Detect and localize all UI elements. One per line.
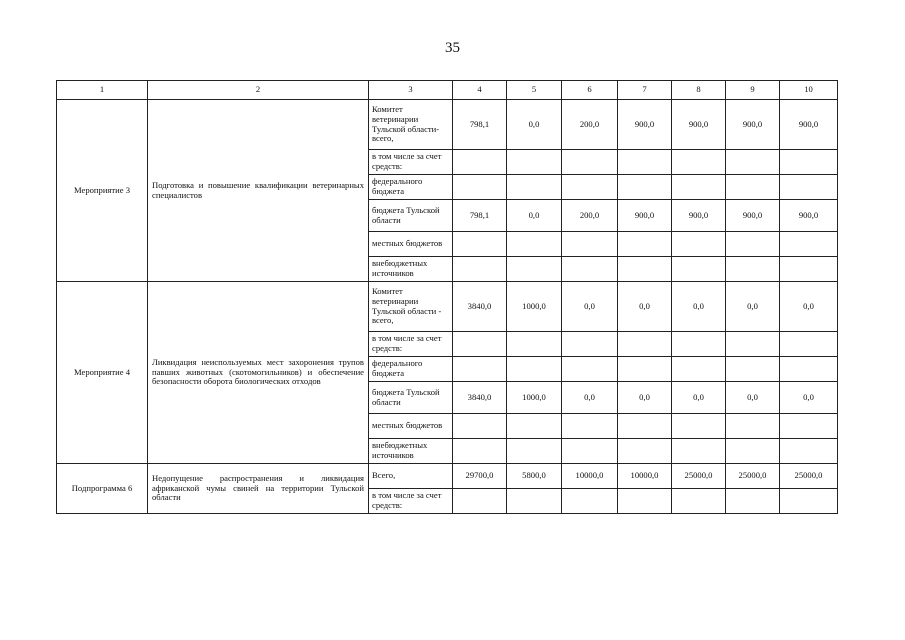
table-row <box>57 464 838 489</box>
value-cell <box>672 489 726 514</box>
value-cell <box>453 150 507 175</box>
funding-source: Всего, <box>369 464 453 489</box>
value-cell <box>672 257 726 282</box>
funding-source: в том числе за счет средств: <box>369 489 453 514</box>
header-cell: 3 <box>369 81 453 100</box>
value-cell <box>672 332 726 357</box>
value-cell <box>726 257 780 282</box>
funding-source: местных бюджетов <box>369 232 453 257</box>
value-cell <box>453 357 507 382</box>
value-cell: 0,0 <box>562 382 618 414</box>
funding-source: местных бюджетов <box>369 414 453 439</box>
value-cell: 0,0 <box>507 100 562 150</box>
header-cell: 6 <box>562 81 618 100</box>
funding-source: внебюджетных источников <box>369 439 453 464</box>
value-cell <box>507 150 562 175</box>
value-cell: 900,0 <box>672 200 726 232</box>
value-cell <box>780 150 838 175</box>
value-cell <box>562 232 618 257</box>
value-cell: 25000,0 <box>780 464 838 489</box>
value-cell <box>780 357 838 382</box>
value-cell <box>672 232 726 257</box>
value-cell <box>726 175 780 200</box>
value-cell <box>618 357 672 382</box>
value-cell <box>507 175 562 200</box>
header-cell: 5 <box>507 81 562 100</box>
value-cell: 0,0 <box>507 200 562 232</box>
value-cell: 0,0 <box>726 282 780 332</box>
value-cell <box>726 232 780 257</box>
funding-source: внебюджетных источников <box>369 257 453 282</box>
header-cell: 10 <box>780 81 838 100</box>
value-cell <box>780 232 838 257</box>
value-cell <box>780 439 838 464</box>
value-cell <box>726 357 780 382</box>
value-cell: 200,0 <box>562 200 618 232</box>
value-cell <box>562 175 618 200</box>
value-cell <box>562 150 618 175</box>
value-cell <box>726 150 780 175</box>
measure-description: Ликвидация неиспользуемых мест захоронения трупов павших животных (скотомогильников) и обеспечение безопасности оборота биологических отходов <box>148 282 369 464</box>
value-cell <box>562 357 618 382</box>
measure-name: Мероприятие 3 <box>57 100 148 282</box>
value-cell <box>780 257 838 282</box>
value-cell: 0,0 <box>672 382 726 414</box>
funding-source: федерального бюджета <box>369 357 453 382</box>
value-cell <box>672 175 726 200</box>
funding-source: Комитет ветеринарии Тульской области- всего, <box>369 100 453 150</box>
value-cell <box>780 175 838 200</box>
measure-name: Подпрограмма 6 <box>57 464 148 514</box>
value-cell <box>618 232 672 257</box>
value-cell <box>672 414 726 439</box>
funding-source: Комитет ветеринарии Тульской области - всего, <box>369 282 453 332</box>
value-cell: 10000,0 <box>618 464 672 489</box>
value-cell <box>726 489 780 514</box>
header-row <box>57 81 838 100</box>
value-cell: 0,0 <box>562 282 618 332</box>
value-cell <box>618 439 672 464</box>
budget-table <box>56 80 838 514</box>
value-cell <box>618 489 672 514</box>
value-cell <box>780 332 838 357</box>
value-cell: 0,0 <box>672 282 726 332</box>
value-cell <box>453 489 507 514</box>
value-cell: 900,0 <box>672 100 726 150</box>
value-cell: 798,1 <box>453 100 507 150</box>
funding-source: в том числе за счет средств: <box>369 332 453 357</box>
page-number: 35 <box>445 40 460 56</box>
value-cell: 29700,0 <box>453 464 507 489</box>
value-cell: 5800,0 <box>507 464 562 489</box>
value-cell <box>618 414 672 439</box>
value-cell: 1000,0 <box>507 382 562 414</box>
value-cell: 0,0 <box>726 382 780 414</box>
header-cell: 7 <box>618 81 672 100</box>
value-cell: 900,0 <box>726 100 780 150</box>
value-cell <box>562 257 618 282</box>
value-cell: 0,0 <box>618 382 672 414</box>
value-cell <box>507 489 562 514</box>
value-cell <box>453 332 507 357</box>
value-cell <box>507 257 562 282</box>
value-cell: 10000,0 <box>562 464 618 489</box>
value-cell <box>562 414 618 439</box>
value-cell: 25000,0 <box>726 464 780 489</box>
value-cell <box>672 439 726 464</box>
value-cell: 900,0 <box>780 200 838 232</box>
value-cell: 3840,0 <box>453 282 507 332</box>
value-cell: 798,1 <box>453 200 507 232</box>
value-cell <box>507 439 562 464</box>
value-cell <box>780 489 838 514</box>
measure-description: Подготовка и повышение квалификации ветеринарных специалистов <box>148 100 369 282</box>
value-cell: 25000,0 <box>672 464 726 489</box>
value-cell <box>453 232 507 257</box>
value-cell <box>453 414 507 439</box>
value-cell <box>780 414 838 439</box>
value-cell: 900,0 <box>780 100 838 150</box>
value-cell: 3840,0 <box>453 382 507 414</box>
value-cell <box>726 332 780 357</box>
value-cell: 900,0 <box>726 200 780 232</box>
header-cell: 4 <box>453 81 507 100</box>
value-cell <box>726 439 780 464</box>
value-cell <box>618 332 672 357</box>
table-row <box>57 100 838 150</box>
value-cell <box>507 414 562 439</box>
table-row <box>57 282 838 332</box>
value-cell: 900,0 <box>618 100 672 150</box>
header-cell: 9 <box>726 81 780 100</box>
value-cell <box>618 257 672 282</box>
measure-name: Мероприятие 4 <box>57 282 148 464</box>
measure-description: Недопущение распространения и ликвидация африканской чумы свиней на территории Тульской области <box>148 464 369 514</box>
value-cell: 900,0 <box>618 200 672 232</box>
value-cell <box>562 332 618 357</box>
header-cell: 2 <box>148 81 369 100</box>
header-cell: 8 <box>672 81 726 100</box>
funding-source: бюджета Тульской области <box>369 382 453 414</box>
header-cell: 1 <box>57 81 148 100</box>
funding-source: в том числе за счет средств: <box>369 150 453 175</box>
value-cell <box>453 175 507 200</box>
funding-source: бюджета Тульской области <box>369 200 453 232</box>
value-cell <box>672 150 726 175</box>
value-cell: 0,0 <box>780 282 838 332</box>
value-cell: 1000,0 <box>507 282 562 332</box>
value-cell <box>726 414 780 439</box>
value-cell <box>453 257 507 282</box>
value-cell <box>618 150 672 175</box>
value-cell <box>507 232 562 257</box>
value-cell <box>507 332 562 357</box>
value-cell: 200,0 <box>562 100 618 150</box>
value-cell: 0,0 <box>618 282 672 332</box>
value-cell <box>672 357 726 382</box>
value-cell <box>618 175 672 200</box>
value-cell <box>562 439 618 464</box>
funding-source: федерального бюджета <box>369 175 453 200</box>
value-cell: 0,0 <box>780 382 838 414</box>
value-cell <box>507 357 562 382</box>
value-cell <box>453 439 507 464</box>
value-cell <box>562 489 618 514</box>
